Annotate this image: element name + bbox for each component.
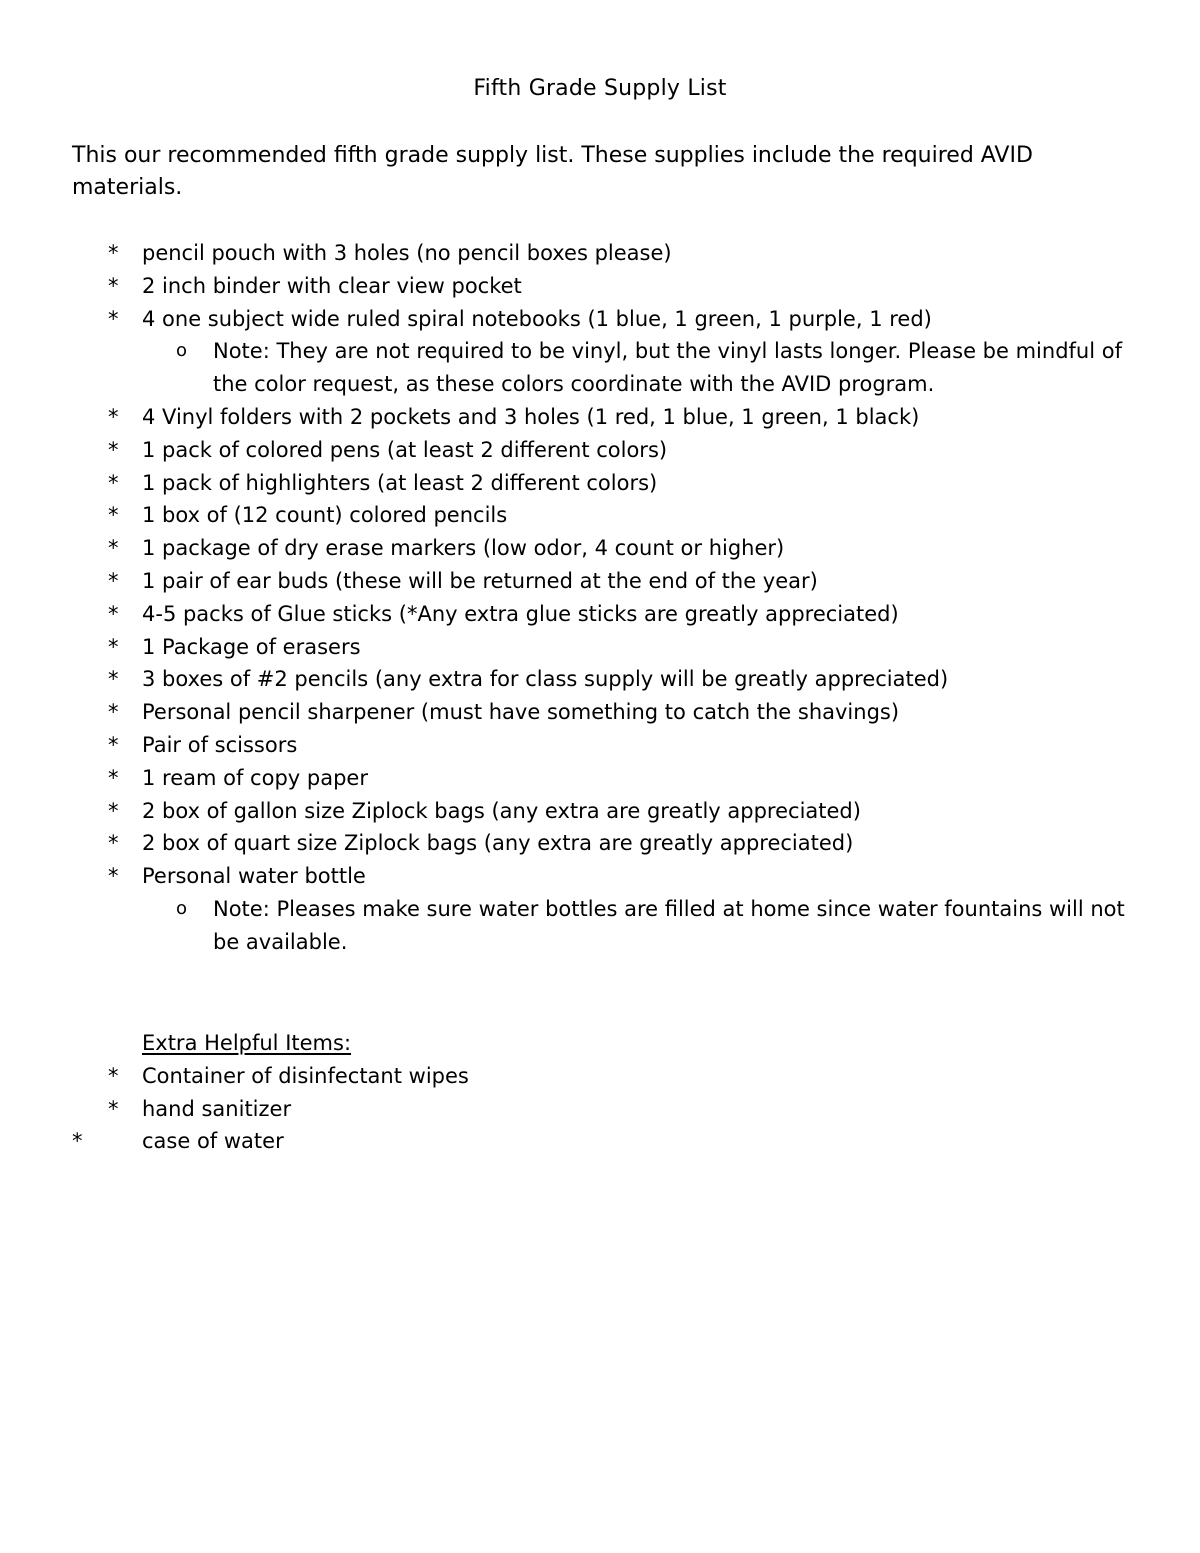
list-item <box>0 729 1200 762</box>
list-item-text: pencil pouch with 3 holes (no pencil boxes please) <box>142 241 672 265</box>
list-item <box>0 401 1200 434</box>
list-item <box>0 565 1200 598</box>
list-item-text: 1 package of dry erase markers (low odor, 4 count or higher) <box>142 536 785 561</box>
list-item <box>0 467 1200 500</box>
list-item-text: Container of disinfectant wipes <box>142 1063 469 1088</box>
bullet-marker: * <box>108 1096 119 1121</box>
list-item <box>0 795 1200 828</box>
list-item-text: case of water <box>142 1129 284 1154</box>
list-item <box>0 1093 1200 1126</box>
list-item <box>0 499 1200 532</box>
list-item-text: 2 box of quart size Ziplock bags (any extra are greatly appreciated) <box>142 831 854 856</box>
list-item-text: 1 pack of colored pens (at least 2 different colors) <box>142 437 668 462</box>
list-item <box>0 237 1200 270</box>
list-item-text: Pair of scissors <box>142 732 298 757</box>
list-item-text: 1 pair of ear buds (these will be returned at the end of the year) <box>142 568 818 593</box>
bullet-marker: * <box>108 601 119 626</box>
bullet-marker: * <box>108 273 119 298</box>
list-item <box>0 663 1200 696</box>
supply-list <box>0 237 1200 959</box>
sub-list-item-text: Note: They are not required to be vinyl, but the vinyl lasts longer. Please be mindful of the color request, as these colors coordinate with the AVID program. <box>213 339 1122 397</box>
sub-list-item-text: Note: Pleases make sure water bottles are filled at home since water fountains will not be available. <box>213 896 1125 954</box>
bullet-marker: * <box>108 437 119 462</box>
sub-list-item <box>0 893 1200 959</box>
bullet-marker: * <box>108 470 119 495</box>
list-item-text: 2 inch binder with clear view pocket <box>142 273 522 298</box>
bullet-marker: * <box>108 634 119 659</box>
document-title: Fifth Grade Supply List <box>473 76 727 101</box>
list-item <box>0 434 1200 467</box>
list-item-text: Personal pencil sharpener (must have something to catch the shavings) <box>142 700 900 725</box>
bullet-marker: * <box>108 241 119 265</box>
bullet-marker: * <box>108 404 119 429</box>
list-item-text: hand sanitizer <box>142 1096 292 1121</box>
sub-list-item <box>0 335 1200 401</box>
bullet-marker: * <box>72 1129 83 1154</box>
list-item <box>0 696 1200 729</box>
bullet-marker: * <box>108 1063 119 1088</box>
list-item-text: 1 pack of highlighters (at least 2 different colors) <box>142 470 658 495</box>
bullet-marker: * <box>108 700 119 725</box>
list-item-text: 1 box of (12 count) colored pencils <box>142 503 508 528</box>
sub-bullet-marker: o <box>176 340 188 362</box>
list-item-text: 4 Vinyl folders with 2 pockets and 3 holes (1 red, 1 blue, 1 green, 1 black) <box>142 404 920 429</box>
bullet-marker: * <box>108 798 119 823</box>
list-item-text: Personal water bottle <box>142 864 366 889</box>
bullet-marker: * <box>108 831 119 856</box>
list-item-text: 1 ream of copy paper <box>142 765 368 790</box>
list-item <box>0 303 1200 336</box>
list-item <box>0 270 1200 303</box>
list-item-text: 1 Package of erasers <box>142 634 361 659</box>
list-item <box>0 827 1200 860</box>
list-item <box>0 860 1200 893</box>
list-item <box>0 631 1200 664</box>
extra-items-heading-text: Extra Helpful Items: <box>142 1031 352 1055</box>
extra-items-section <box>0 1027 1200 1158</box>
list-item <box>0 598 1200 631</box>
bullet-marker: * <box>108 667 119 692</box>
list-item-text: 3 boxes of #2 pencils (any extra for class supply will be greatly appreciated) <box>142 667 949 692</box>
list-item <box>0 532 1200 565</box>
bullet-marker: * <box>108 503 119 528</box>
bullet-marker: * <box>108 568 119 593</box>
list-item-text: 4 one subject wide ruled spiral notebooks (1 blue, 1 green, 1 purple, 1 red) <box>142 306 932 331</box>
list-item <box>0 1125 1200 1158</box>
list-item <box>0 762 1200 795</box>
bullet-marker: * <box>108 864 119 889</box>
extra-items-heading <box>0 1027 1200 1060</box>
bullet-marker: * <box>108 536 119 561</box>
list-item-text: 2 box of gallon size Ziplock bags (any extra are greatly appreciated) <box>142 798 861 823</box>
bullet-marker: * <box>108 765 119 790</box>
sub-bullet-marker: o <box>176 897 188 919</box>
bullet-marker: * <box>108 306 119 331</box>
list-item-text: 4-5 packs of Glue sticks (*Any extra glue sticks are greatly appreciated) <box>142 601 899 626</box>
intro-paragraph: This our recommended fifth grade supply list. These supplies include the required AVID materials. <box>72 143 1033 200</box>
bullet-marker: * <box>108 732 119 757</box>
list-item <box>0 1060 1200 1093</box>
